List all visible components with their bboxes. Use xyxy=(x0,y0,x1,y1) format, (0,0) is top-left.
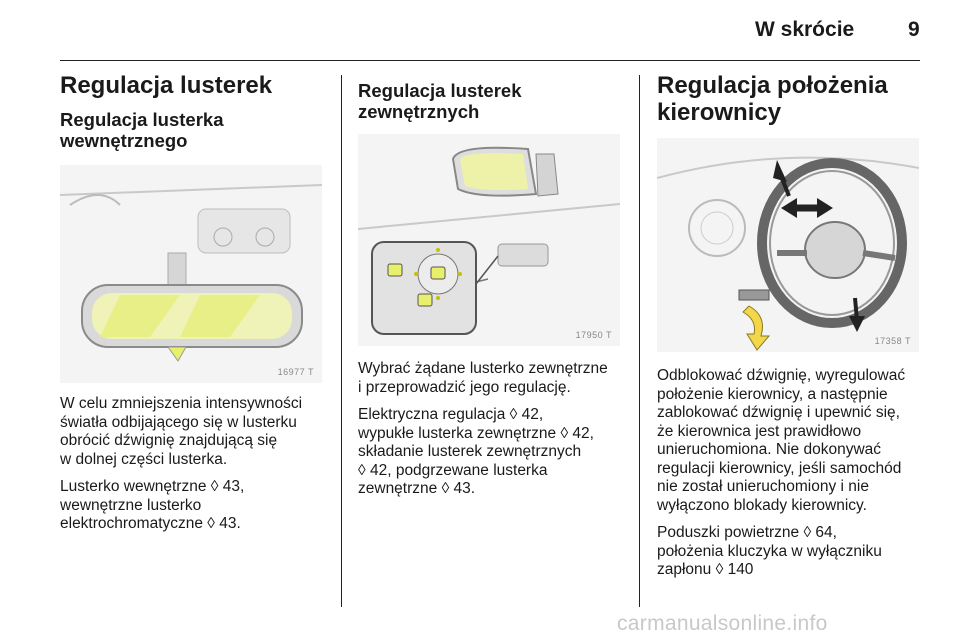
column-interior-mirror xyxy=(60,72,330,543)
section-heading: Regulacja położenia kierownicy xyxy=(657,72,888,126)
figure-code: 17950 T xyxy=(575,330,612,340)
page-number: 9 xyxy=(908,18,920,41)
paragraph-instruction: W celu zmniejszenia intensywności światła odbijającego się w lusterku obrócić dźwignię znajdującą się w dolnej części lusterka. xyxy=(60,395,303,468)
paragraph-references: Poduszki powietrzne ◊ 64, położenia kluczyka w wyłączniku zapłonu ◊ 140 xyxy=(657,524,882,578)
subsection-heading: Regulacja lusterka wewnętrznego xyxy=(60,109,224,151)
subsection-heading: Regulacja lusterek zewnętrznych xyxy=(358,80,522,122)
page-header-title: W skrócie xyxy=(755,18,855,41)
column-divider-1 xyxy=(341,75,342,607)
paragraph-references: Elektryczna regulacja ◊ 42, wypukłe lusterka zewnętrzne ◊ 42, składanie lusterek zewnętrznych ◊ 42, podgrzewane lusterka zewnętrzne ◊ 43. xyxy=(358,406,594,497)
section-heading: Regulacja lusterek xyxy=(60,72,273,99)
column-divider-2 xyxy=(639,75,640,607)
paragraph-references: Lusterko wewnętrzne ◊ 43, wewnętrzne lusterko elektrochromatyczne ◊ 43. xyxy=(60,478,245,532)
paragraph-instruction: Wybrać żądane lusterko zewnętrzne i przeprowadzić jego regulację. xyxy=(358,360,608,396)
paragraph-instruction: Odblokować dźwignię, wyregulować położenie kierownicy, a następnie zablokować dźwignię i upewnić się, że kierownica jest prawidłowo unieruchomiona. Nie dokonywać regulacji kierownicy, jeśli samochód nie został unieruchomiony i nie wyłączono blokady kierownicy. xyxy=(657,367,906,514)
header-rule xyxy=(60,60,920,61)
figure-code: 16977 T xyxy=(277,367,314,377)
column-steering-wheel xyxy=(657,72,925,589)
exterior-mirror-illustration xyxy=(358,134,620,346)
figure-code: 17358 T xyxy=(874,336,911,346)
interior-mirror-illustration xyxy=(60,165,322,383)
steering-wheel-illustration xyxy=(657,138,919,352)
watermark: carmanualsonline.info xyxy=(617,612,828,635)
column-exterior-mirrors xyxy=(358,72,628,508)
